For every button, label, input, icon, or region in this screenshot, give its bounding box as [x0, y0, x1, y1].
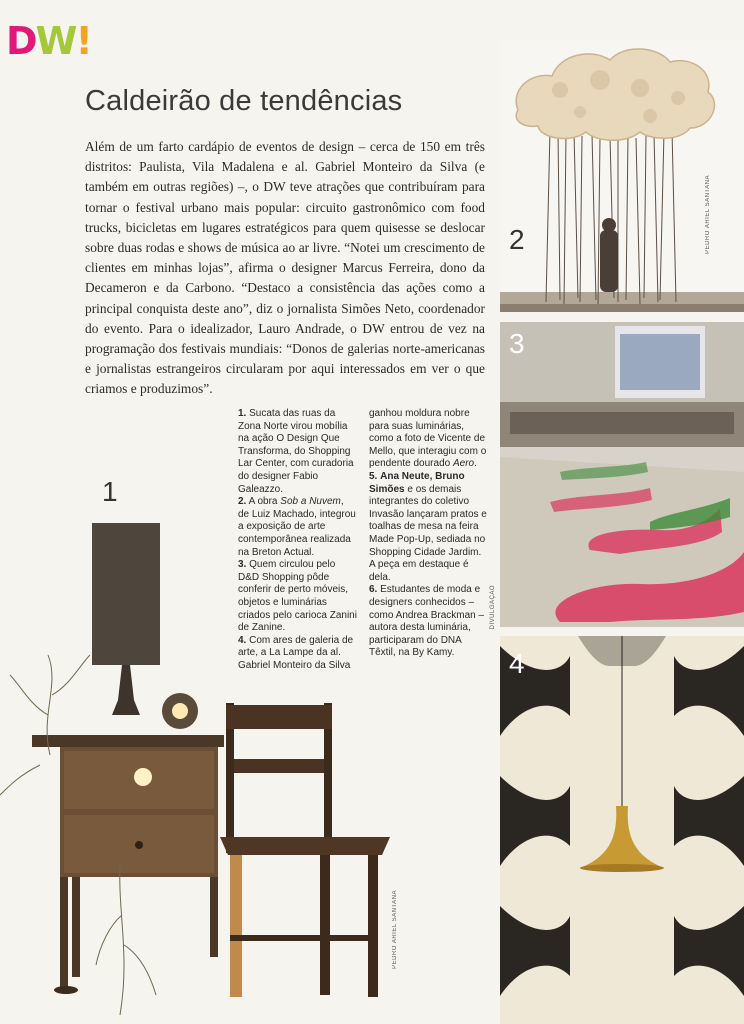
- logo-letter-d: D: [6, 19, 36, 63]
- caption-italic: Sob a Nuvem: [280, 496, 341, 508]
- caption-number: 2.: [238, 496, 247, 508]
- caption-1: [238, 408, 357, 496]
- figure-number-4: 4: [509, 648, 525, 679]
- photo-credit-2: PEDRO ARIEL SANTANA: [705, 175, 711, 254]
- figure-number-3: 3: [509, 328, 525, 359]
- dw-logo: [6, 19, 91, 63]
- caption-text: Com ares de galeria de arte, a La Lampe da al. Gabriel Monteiro da Silva ganhou moldura nobre para suas luminárias, como a foto de Vicente de Mello, que interagiu com o pendente dourado: [238, 408, 487, 671]
- caption-number: 3.: [238, 559, 247, 571]
- caption-number: 5.: [369, 470, 378, 482]
- caption-text: Sucata das ruas da Zona Norte virou mobília na ação O Design Que Transforma, do Shopping Lar Center, com curadoria do designer Fabio Galeazzo.: [238, 408, 354, 495]
- caption-number: 1.: [238, 408, 247, 419]
- caption-text: .: [474, 458, 477, 470]
- article-lead: Além de um farto cardápio de eventos de design – cerca de 150 em três distritos: Paulista, Vila Madalena e al. Gabriel Monteiro da Silva (e também em outras regiões) –, o DW teve atrações que contribuíram para tornar o festival urbano mais popular: circuito gastronômico com food trucks, bicicletas em lugares estratégicos para quem quisesse se deslocar sobre duas rodas e shows de música ao ar livre. “Notei um crescimento de clientes em minhas lojas”, afirma o designer Marcus Ferreira, dono da Decameron e da Carbono. “Destaco a consistência das ações como a principal conquista deste ano”, diz o jornalista Simões Neto, coordenador do evento. Para o idealizador, Lauro Andrade, o DW entrou de vez na programação dos festivais mundiais: “Donos de galerias norte-americanas e jornalistas estrangeiros circularam por aqui interessados em ver o que criamos e produzimos”.: [85, 139, 485, 397]
- logo-letter-w: W: [35, 19, 76, 63]
- photo-scrap-furniture: [0, 515, 400, 1024]
- caption-number: 6.: [369, 584, 378, 596]
- caption-text: A obra: [248, 496, 281, 508]
- logo-exclamation: !: [75, 19, 91, 63]
- photo-credit-3: DIVULGAÇÃO: [490, 585, 496, 630]
- caption-text: Quem circulou pelo D&D Shopping pôde conferir de perto móveis, objetos e luminárias criados pelo carioca Zanini de Zanine.: [238, 559, 357, 634]
- figure-number-2: 2: [509, 224, 525, 255]
- photo-credit-1: PEDRO ARIEL SANTANA: [392, 890, 398, 969]
- caption-number: 4.: [238, 634, 247, 646]
- caption-italic: Aero: [452, 458, 475, 470]
- photo-gold-pendant: [500, 636, 744, 1024]
- figure-number-1: 1: [102, 476, 118, 507]
- photo-mall-acrylic-chairs: [500, 322, 744, 627]
- article-title: Caldeirão de tendências: [85, 85, 403, 117]
- caption-text: Estudantes de moda e designers conhecidos – como Andrea Brackman – autora desta luminária, participaram do DNA Têxtil, na By Kamy.: [369, 584, 485, 659]
- caption-bold: Ana Neute, Bruno Simões: [369, 470, 465, 495]
- caption-text: e os demais integrantes do coletivo Invasão lançaram pratos e toalhas de mesa na feira Made Pop-Up, sediada no Shopping Cidade Jardim. A peça em destaque é dela.: [369, 483, 487, 583]
- caption-text: , de Luiz Machado, integrou a exposição de arte contemporânea realizada na Breton Actual.: [238, 496, 356, 558]
